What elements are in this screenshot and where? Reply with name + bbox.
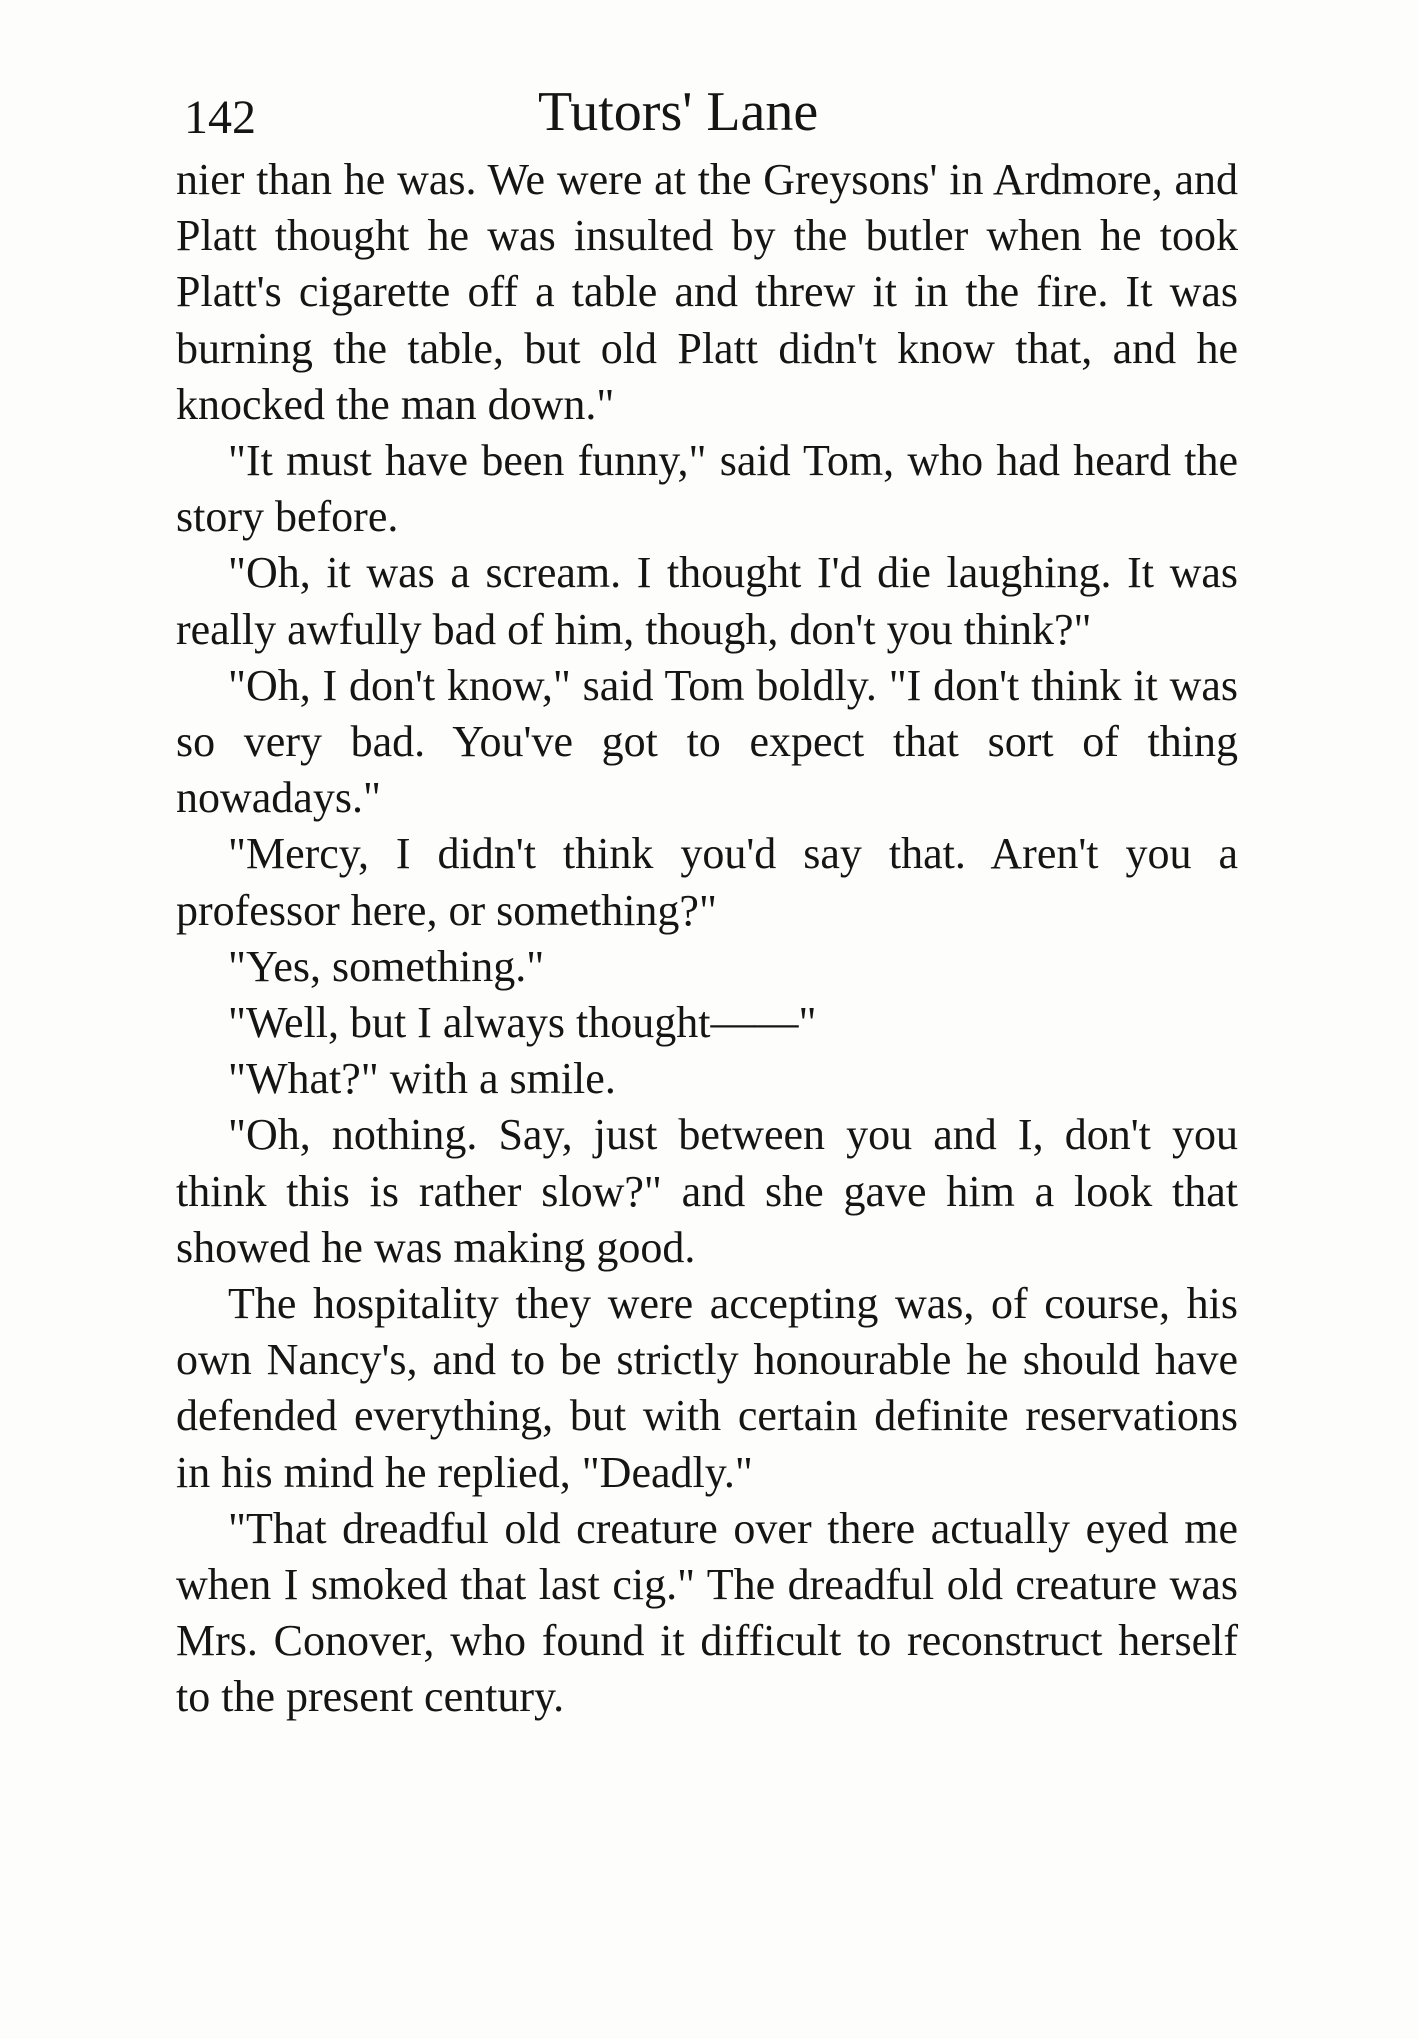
running-title: Tutors' Lane	[538, 81, 819, 143]
paragraph-continued: nier than he was. We were at the Greysons' in Ardmore, and Platt thought he was insulted by the butler when he took Platt's cigarette off a table and threw it in the fire. It was burning the table, but old Platt didn't know that, and he knocked the man down."	[176, 155, 1238, 429]
paragraph: "Oh, nothing. Say, just between you and I, don't you think this is rather slow?" and she gave him a look that showed he was making good.	[176, 1110, 1238, 1272]
running-head	[176, 80, 1238, 150]
page-number: 142	[184, 91, 256, 144]
paragraph: "Oh, I don't know," said Tom boldly. "I don't think it was so very bad. You've got to expect that sort of thing nowadays."	[176, 660, 1238, 823]
paragraph: The hospitality they were accepting was, of course, his own Nancy's, and to be strictly honourable he should have defended everything, but with certain definite reservations in his mind he replied, "Deadly."	[176, 1279, 1238, 1497]
paragraph: "It must have been funny," said Tom, who had heard the story before.	[176, 436, 1238, 542]
body-text	[176, 152, 1238, 1726]
paragraph: "What?" with a smile.	[228, 1054, 616, 1104]
paragraph: "That dreadful old creature over there actually eyed me when I smoked that last cig." The dreadful old creature was Mrs. Conover, who found it difficult to reconstruct herself to the present century.	[176, 1503, 1238, 1722]
paragraph: "Yes, something."	[228, 941, 545, 991]
paragraph: "Well, but I always thought——"	[228, 998, 817, 1048]
paragraph: "Oh, it was a scream. I thought I'd die laughing. It was really awfully bad of him, though, don't you think?"	[176, 548, 1238, 654]
paragraph: "Mercy, I didn't think you'd say that. Aren't you a professor here, or something?"	[176, 829, 1238, 935]
